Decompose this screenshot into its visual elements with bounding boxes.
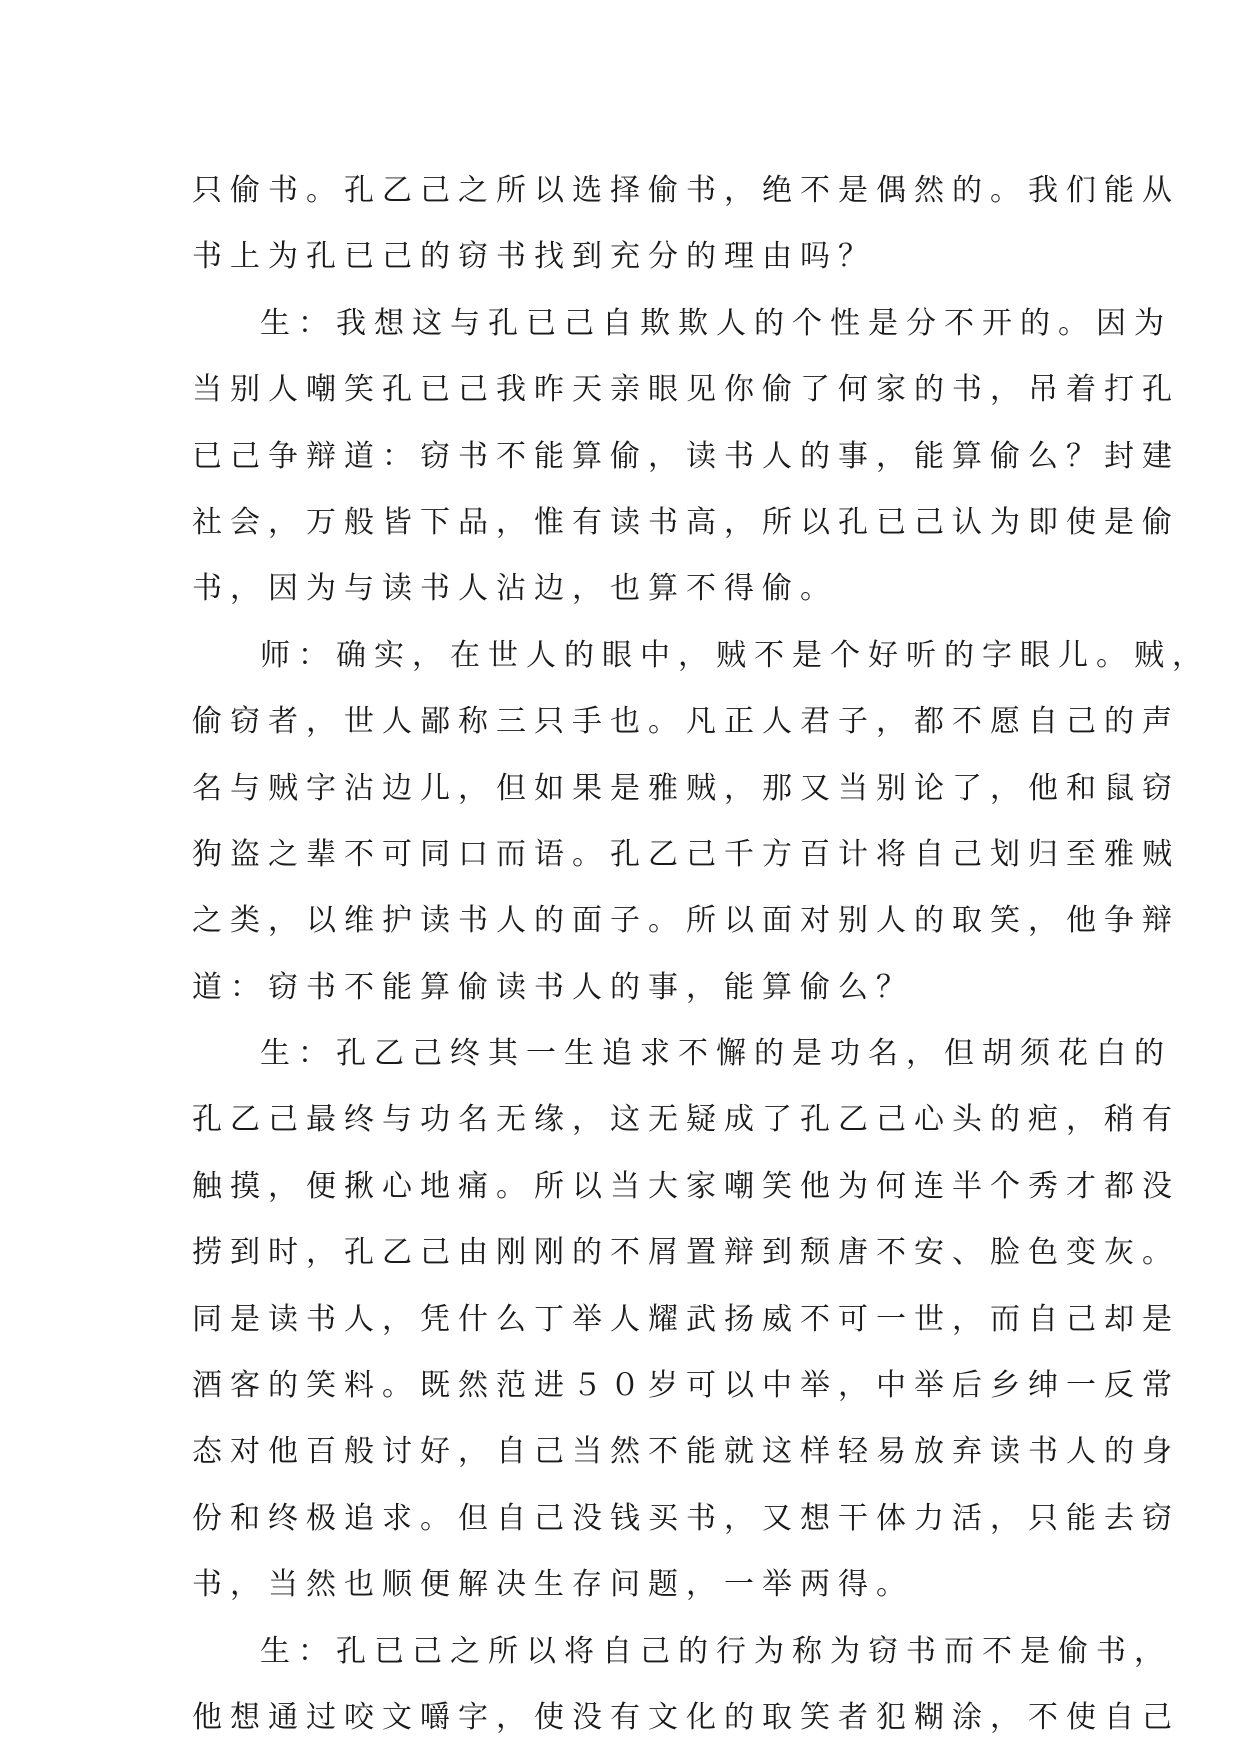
paragraph-start-line: 师：确实，在世人的眼中，贼不是个好听的字眼儿。贼， bbox=[260, 637, 1210, 673]
text-line: 之类，以维护读书人的面子。所以面对别人的取笑，他争辩 bbox=[192, 903, 1180, 939]
text-line: 道：窃书不能算偷读书人的事，能算偷么？ bbox=[192, 969, 914, 1005]
text-line: 态对他百般讨好，自己当然不能就这样轻易放弃读书人的身 bbox=[192, 1434, 1180, 1470]
text-line: 偷窃者，世人鄙称三只手也。凡正人君子，都不愿自己的声 bbox=[192, 704, 1180, 740]
body-text bbox=[192, 158, 1210, 1751]
text-line: 狗盗之辈不可同口而语。孔乙己千方百计将自己划归至雅贼 bbox=[192, 836, 1180, 872]
text-line: 名与贼字沾边儿，但如果是雅贼，那又当别论了，他和鼠窃 bbox=[192, 770, 1180, 806]
text-line: 当别人嘲笑孔已己我昨天亲眼见你偷了何家的书，吊着打孔 bbox=[192, 372, 1180, 408]
text-line: 只偷书。孔乙己之所以选择偷书，绝不是偶然的。我们能从 bbox=[192, 173, 1180, 208]
text-line: 已己争辩道：窃书不能算偷，读书人的事，能算偷么？封建 bbox=[192, 438, 1180, 474]
text-line: 捞到时，孔乙己由刚刚的不屑置辩到颓唐不安、脸色变灰。 bbox=[192, 1235, 1180, 1271]
paragraph-start-line: 生：我想这与孔已己自欺欺人的个性是分不开的。因为 bbox=[260, 305, 1172, 341]
text-line: 孔乙己最终与功名无缘，这无疑成了孔乙己心头的疤，稍有 bbox=[192, 1102, 1180, 1138]
paragraph-start-line: 生：孔乙己终其一生追求不懈的是功名，但胡须花白的 bbox=[260, 1036, 1172, 1072]
text-line: 份和终极追求。但自己没钱买书，又想干体力活，只能去窃 bbox=[192, 1500, 1180, 1536]
paragraph-start-line: 生：孔已己之所以将自己的行为称为窃书而不是偷书， bbox=[260, 1633, 1172, 1669]
text-line: 酒客的笑料。既然范进５０岁可以中举，中举后乡绅一反常 bbox=[192, 1368, 1180, 1404]
text-line: 触摸，便揪心地痛。所以当大家嘲笑他为何连半个秀才都没 bbox=[192, 1168, 1180, 1204]
text-line: 他想通过咬文嚼字，使没有文化的取笑者犯糊涂，不使自己 bbox=[192, 1699, 1180, 1735]
text-line: 书，因为与读书人沾边，也算不得偷。 bbox=[192, 571, 838, 607]
text-line: 书，当然也顺便解决生存问题，一举两得。 bbox=[192, 1567, 914, 1603]
text-line: 社会，万般皆下品，惟有读书高，所以孔已己认为即使是偷 bbox=[192, 504, 1180, 540]
text-line: 书上为孔已己的窃书找到充分的理由吗？ bbox=[192, 239, 876, 275]
text-line: 同是读书人，凭什么丁举人耀武扬威不可一世，而自己却是 bbox=[192, 1301, 1180, 1337]
